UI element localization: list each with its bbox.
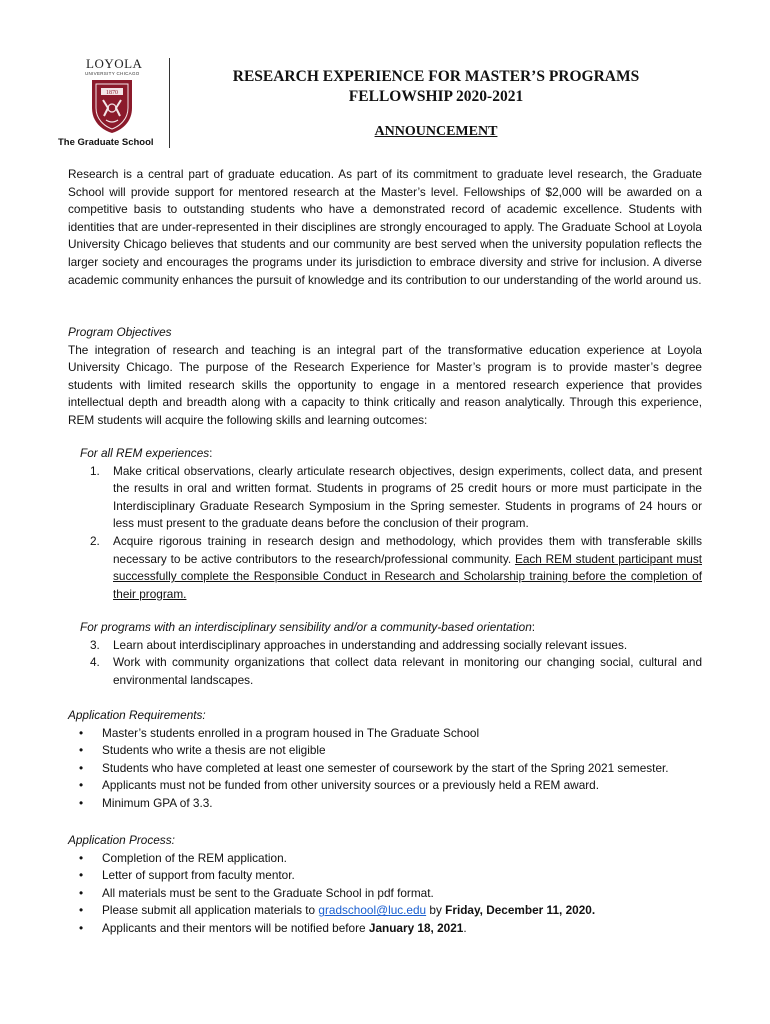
all-rem-heading: For all REM experiences: (80, 446, 213, 460)
list-item: • Applicants and their mentors will be notified before January 18, 2021. (79, 920, 467, 935)
rcr-training-requirement: Each REM student participant must successfully complete the Responsible Conduct in Research and Scholarship training before the completion of their program. (113, 551, 702, 601)
program-objectives-section (68, 324, 702, 430)
logo-subtitle: UNIVERSITY CHICAGO (85, 71, 140, 76)
list-item: • Students who write a thesis are not eligible (79, 743, 326, 758)
interdisciplinary-section (68, 619, 702, 689)
application-requirements-section (68, 707, 702, 813)
list-item: • Please submit all application materials to gradschool@luc.edu by Friday, December 11, 2020. (79, 903, 596, 918)
list-item: 2. Acquire rigorous training in research design and methodology, which provides them with transferable skills necessary to be active contributors to the research/professional community. Each REM student participant must successfully complete the Responsible Conduct in Research and Scholarship training before the completion of their program. (90, 533, 702, 601)
list-item: • Completion of the REM application. (79, 850, 287, 865)
list-item: • Students who have completed at least one semester of coursework by the start of the Spring 2021 semester. (79, 760, 669, 775)
process-list (68, 850, 702, 938)
svg-text:1870: 1870 (106, 90, 118, 96)
application-process-section (68, 832, 702, 938)
list-item: 1. Make critical observations, clearly articulate research objectives, design experiments, collect data, and present the results in oral and written format. Students in programs of 25 credit hours or more must participate in the Interdisciplinary Graduate Research Symposium in the Spring semester. Students in programs of 24 hours or less must present to the graduate deans before the conclusion of their program. (90, 463, 702, 531)
university-seal-icon (84, 78, 140, 134)
gradschool-email-link[interactable]: gradschool@luc.edu (318, 903, 427, 918)
title-line-2: FELLOWSHIP 2020-2021 (348, 88, 524, 105)
all-rem-list (68, 463, 702, 604)
announcement-heading: ANNOUNCEMENT (374, 124, 498, 139)
intro-paragraph: Research is a central part of graduate education. As part of its commitment to graduate level research, the Graduate School will provide support for mentored research at the Master’s level. Fellowships of $2,000 will be awarded on a competitive basis to outstanding students who have a demonstrated record of academic excellence. Students with identities that are under-represented in their disciplines are strongly encouraged to apply. The Graduate School at Loyola University Chicago believes that students and our community are best served when the university population reflects the larger society and encourages the programs under its jurisdiction to embrace diversity and strive for inclusion. A diverse academic community enhances the pursuit of knowledge and its contribution to our understanding of the world around us. (68, 167, 702, 287)
document-title (176, 67, 696, 107)
logo-wordmark: LOYOLA (86, 56, 143, 71)
list-item: • All materials must be sent to the Graduate School in pdf format. (79, 885, 434, 900)
interdisciplinary-heading: For programs with an interdisciplinary sensibility and/or a community-based orientation: (80, 620, 536, 634)
graduate-school-name: The Graduate School (58, 137, 154, 148)
list-item: • Master’s students enrolled in a program housed in The Graduate School (79, 725, 480, 740)
list-item: • Letter of support from faculty mentor. (79, 868, 295, 883)
university-logo (58, 56, 170, 148)
notification-date: January 18, 2021 (368, 920, 464, 935)
interdisciplinary-list (68, 637, 702, 690)
list-item: • Applicants must not be funded from other university sources or a previously held a REM award. (79, 778, 600, 793)
title-line-1: RESEARCH EXPERIENCE FOR MASTER’S PROGRAMS (232, 68, 640, 85)
list-item: • Minimum GPA of 3.3. (79, 795, 213, 810)
submission-deadline: Friday, December 11, 2020. (445, 903, 596, 918)
all-rem-section (68, 445, 702, 603)
requirements-list (68, 725, 702, 813)
header-divider (169, 58, 170, 148)
list-item: 3. Learn about interdisciplinary approaches in understanding and addressing socially relevant issues. (90, 637, 628, 652)
program-objectives-text: The integration of research and teaching is an integral part of the transformative education experience at Loyola University Chicago. The purpose of the Research Experience for Master’s program is to provide master’s degree students with limited research skills the opportunity to engage in a mentored research experience that provides intellectual depth and breadth along with a capacity to think critically and reason analytically. Through this experience, REM students will acquire the following skills and learning outcomes: (68, 342, 702, 427)
application-process-heading: Application Process: (68, 833, 175, 847)
list-item: 4. Work with community organizations that collect data relevant in monitoring our changing social, cultural and environmental landscapes. (90, 655, 702, 687)
application-requirements-heading: Application Requirements: (68, 708, 206, 722)
program-objectives-heading: Program Objectives (68, 325, 172, 339)
